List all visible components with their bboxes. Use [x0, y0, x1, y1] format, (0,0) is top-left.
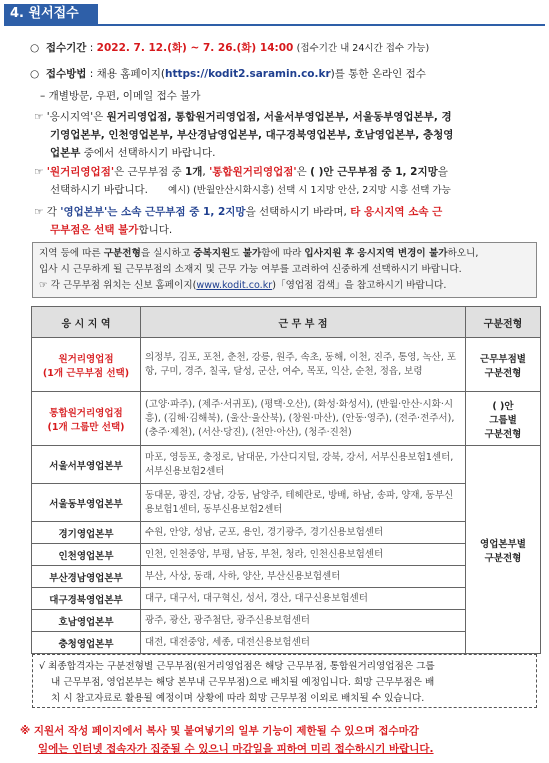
bullet: ○	[30, 68, 40, 80]
box1-text: 도	[230, 248, 243, 259]
col-type: 구분전형	[466, 307, 541, 338]
offices-cell: 대전, 대전중앙, 세종, 대전신용보험센터	[141, 632, 466, 654]
note-remote	[34, 163, 544, 200]
table-row	[32, 392, 541, 446]
offices-cell: 광주, 광산, 광주첨단, 광주신용보험센터	[141, 610, 466, 632]
note3-end: 합니다.	[138, 224, 173, 236]
type-cell	[466, 392, 541, 446]
table-row	[32, 544, 541, 566]
method-label: 접수방법	[45, 68, 87, 80]
method-pre: 채용 홈페이지(	[96, 68, 165, 80]
note3-text: 을 선택하시기 바라며,	[245, 206, 351, 218]
table-row	[32, 588, 541, 610]
type-cell	[466, 446, 541, 654]
region-sub: (1개 근무부점 선택)	[42, 367, 130, 379]
note2-remote: '원거리영업점'	[46, 166, 115, 178]
col-offices: 근 무 부 점	[141, 307, 466, 338]
box1-bold: 불가	[242, 248, 262, 259]
offices-cell: (고양·파주), (제주·서귀포), (평택·오산), (화성·화성서), (반월·안산·시화·시흥), (김해·김해북), (울산·울산북), (창원·마산), (안동·영주), (전주·전주서), (충주·제천), (서산·당진), (천안·아산), (청주·진천)	[141, 392, 466, 446]
bullet: ○	[30, 42, 40, 54]
type-label: 그룹별	[489, 414, 517, 426]
period-row	[30, 40, 429, 55]
section-title: 4. 원서접수	[4, 4, 98, 24]
type-label: 구분전형	[484, 552, 522, 564]
note-region	[34, 108, 544, 162]
note2-text: 을	[437, 166, 448, 178]
region-sub: (1개 그룹만 선택)	[47, 421, 125, 433]
type-label: 구분전형	[484, 428, 522, 440]
note2-count: 1개	[184, 166, 203, 178]
region-cell	[32, 338, 141, 392]
region-table	[31, 306, 541, 654]
pointing-hand-icon: ☞	[34, 111, 44, 123]
note3-warning: 타 응시지역 소속 근	[350, 206, 443, 218]
box1-text: 을 실시하고	[140, 248, 194, 259]
region-name: 서울서부영업본부	[32, 446, 141, 484]
box1-text: 하오니,	[447, 248, 479, 259]
note3-text: 각	[46, 206, 61, 218]
note2-text: 은	[296, 166, 311, 178]
table-row	[32, 610, 541, 632]
box2-line1: √ 최종합격자는 구분전형별 근무부점(원거리영업점은 해당 근무부점, 통합원거리영업점은 그룹	[39, 661, 435, 672]
title-underline	[4, 24, 545, 26]
pointing-hand-icon: ☞	[34, 206, 44, 218]
kodit-link[interactable]: www.kodit.co.kr	[196, 280, 273, 291]
note2-text: 은 근무부점 중	[114, 166, 185, 178]
table-row	[32, 522, 541, 544]
sep: :	[89, 42, 94, 54]
table-row	[32, 632, 541, 654]
type-cell	[466, 338, 541, 392]
box1-text: 함에 따라	[261, 248, 305, 259]
table-row	[32, 484, 541, 522]
note-hq	[34, 203, 544, 239]
note2-example: 예시) (반월안산시화시흥) 선택 시 1지망 안산, 2지망 시흥 선택 가능	[168, 185, 451, 196]
region-cell	[32, 392, 141, 446]
offices-cell: 의정부, 김포, 포천, 춘천, 강릉, 원주, 속초, 동해, 이천, 진주, 통영, 녹산, 포항, 구미, 경주, 칠곡, 달성, 군산, 여수, 목포, 익산, 순천, 정읍, 보령	[141, 338, 466, 392]
note2-line2: 선택하시기 바랍니다.	[50, 184, 148, 196]
period-label: 접수기간	[45, 42, 87, 54]
table-row	[32, 566, 541, 588]
warning-line1: ※ 지원서 작성 페이지에서 복사 및 붙여넣기의 일부 기능이 제한될 수 있으며 접수마감	[20, 725, 419, 737]
period-date: 2022. 7. 12.(화) ~ 7. 26.(화) 14:00	[96, 42, 294, 54]
type-label: 구분전형	[484, 367, 522, 379]
apply-link[interactable]: https://kodit2.saramin.co.kr	[164, 68, 331, 80]
note3-warning2: 무부점은 선택 불가	[50, 224, 139, 236]
deadline-warning	[20, 722, 545, 758]
type-label: ( )안	[492, 400, 514, 412]
box1-bold: 구분전형	[103, 248, 141, 259]
box1-text: 지역 등에 따른	[39, 248, 104, 259]
region-name: 부산경남영업본부	[32, 566, 141, 588]
box1-line2: 입사 시 근무하게 될 근무부점의 소재지 및 근무 가능 여부를 고려하여 신중하게 선택하시기 바랍니다.	[39, 264, 462, 275]
note1-line2: 기영업본부, 인천영업본부, 부산경남영업본부, 대구경북영업본부, 호남영업본부, 충청영	[50, 129, 454, 141]
box1-bold: 중복지원	[193, 248, 231, 259]
note2-comma: ,	[202, 166, 210, 178]
region-name: 대구경북영업본부	[32, 588, 141, 610]
offices-cell: 수원, 안양, 성남, 군포, 용인, 경기광주, 경기신용보험센터	[141, 522, 466, 544]
region-name: 서울동부영업본부	[32, 484, 141, 522]
region-name: 경기영업본부	[32, 522, 141, 544]
warning-line2: 일에는 인터넷 접속자가 집중될 수 있으니 마감일을 피하여 미리 접수하시기 바랍니다.	[38, 743, 434, 755]
box1-text: )「영업점 검색」을 참고하시기 바랍니다.	[272, 280, 447, 291]
period-note: (접수기간 내 24시간 접수 가능)	[296, 43, 430, 54]
no-visit-note: – 개별방문, 우편, 이메일 접수 불가	[40, 90, 201, 102]
table-row	[32, 446, 541, 484]
box1-text: ☞ 각 근무부점 위치는 신보 홈페이지(	[39, 280, 197, 291]
note2-integrated: '통합원거리영업점'	[209, 166, 297, 178]
region-name: 충청영업본부	[32, 632, 141, 654]
method-row	[30, 66, 426, 81]
offices-cell: 부산, 사상, 동래, 사하, 양산, 부산신용보험센터	[141, 566, 466, 588]
note1-line3-bold: 업본부	[50, 147, 81, 159]
offices-cell: 마포, 영등포, 충정로, 남대문, 가산디지털, 강북, 강서, 서부신용보험1센터, 서부신용보험2센터	[141, 446, 466, 484]
note1-lead: '응시지역'은	[46, 111, 107, 123]
notice-box	[32, 242, 537, 298]
box2-line2: 내 근무부점, 영업본부는 해당 본부내 근무부점)으로 배치될 예정입니다. 희망 근무부점은 배	[51, 677, 435, 688]
box1-bold: 입사지원 후 응시지역 변경이 불가	[304, 248, 448, 259]
region-name: 통합원거리영업점	[49, 407, 123, 419]
offices-cell: 대구, 대구서, 대구혁신, 성서, 경산, 대구신용보험센터	[141, 588, 466, 610]
sep: :	[89, 68, 94, 80]
col-region: 응 시 지 역	[32, 307, 141, 338]
region-name: 호남영업본부	[32, 610, 141, 632]
table-row	[32, 338, 541, 392]
method-post: )를 통한 온라인 접수	[330, 68, 426, 80]
note1-line3: 중에서 선택하시기 바랍니다.	[80, 147, 216, 159]
box2-line3: 치 시 참고자료로 활용될 예정이며 상황에 따라 희망 근무부점 이외로 배치될 수 있습니다.	[51, 693, 425, 704]
note3-hq: '영업본부'는 소속 근무부점 중 1, 2지망	[60, 206, 246, 218]
type-label: 영업본부별	[480, 538, 526, 550]
pointing-hand-icon: ☞	[34, 166, 44, 178]
note1-line1: 원거리영업점, 통합원거리영업점, 서울서부영업본부, 서울동부영업본부, 경	[106, 111, 452, 123]
region-name: 원거리영업점	[58, 353, 114, 365]
offices-cell: 동대문, 광진, 강남, 강동, 남양주, 테헤란로, 방배, 하남, 송파, 양재, 동부신용보험1센터, 동부신용보험2센터	[141, 484, 466, 522]
type-label: 근무부점별	[480, 353, 526, 365]
region-name: 인천영업본부	[32, 544, 141, 566]
placement-notice	[32, 654, 537, 708]
note2-choice: ( )안 근무부점 중 1, 2지망	[310, 166, 438, 178]
offices-cell: 인천, 인천중앙, 부평, 남동, 부천, 청라, 인천신용보험센터	[141, 544, 466, 566]
